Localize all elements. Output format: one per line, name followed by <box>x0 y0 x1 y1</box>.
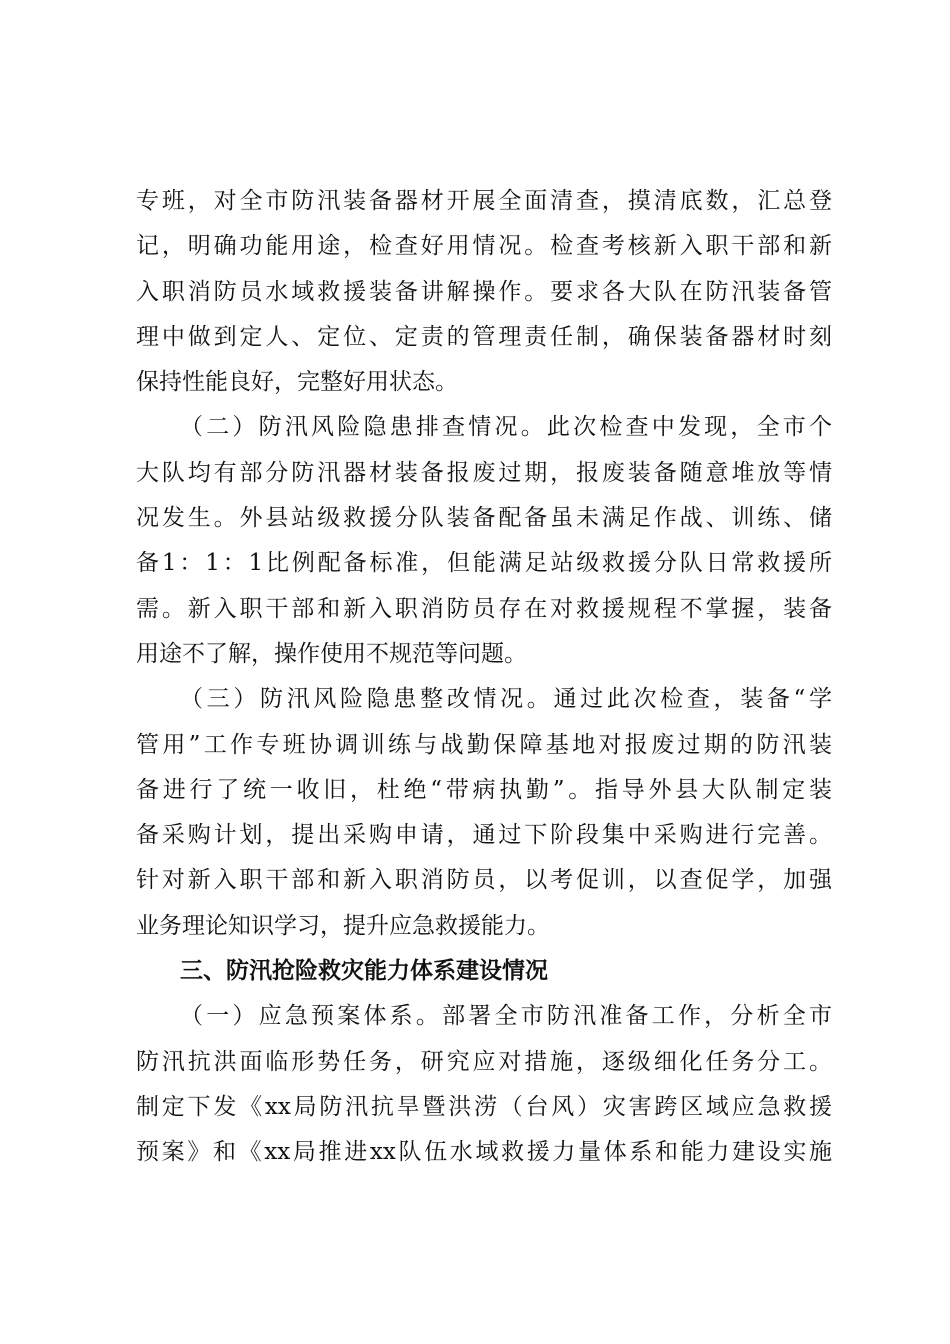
text-line: 备进行了统一收旧，杜绝“带病执勤”。指导外县大队制定装 <box>136 776 832 803</box>
text-line: 大队均有部分防汛器材装备报废过期，报废装备随意堆放等情 <box>136 459 832 486</box>
paragraph <box>136 679 832 951</box>
text-line: 业务理论知识学习，提升应急救援能力。 <box>136 912 550 939</box>
text-line: 入职消防员水域救援装备讲解操作。要求各大队在防汛装备管 <box>136 278 832 305</box>
text-line: 记，明确功能用途，检查好用情况。检查考核新入职干部和新 <box>136 233 832 260</box>
text-line: 况发生。外县站级救援分队装备配备虽未满足作战、训练、储 <box>136 505 832 532</box>
text-line: 三、防汛抢险救灾能力体系建设情况 <box>180 957 548 985</box>
text-line: （一）应急预案体系。部署全市防汛准备工作，分析全市 <box>180 1003 832 1030</box>
text-line: 专班，对全市防汛装备器材开展全面清查，摸清底数，汇总登 <box>136 188 832 214</box>
text-line: 针对新入职干部和新入职消防员，以考促训，以查促学，加强 <box>136 867 832 894</box>
text-line: 备1：1：1比例配备标准，但能满足站级救援分队日常救援所 <box>136 550 832 577</box>
text-line: 用途不了解，操作使用不规范等问题。 <box>136 640 527 667</box>
text-line: 预案》和《xx局推进xx队伍水域救援力量体系和能力建设实施 <box>136 1139 832 1166</box>
text-line: 制定下发《xx局防汛抗旱暨洪涝（台风）灾害跨区域应急救援 <box>136 1093 832 1120</box>
text-line: 需。新入职干部和新入职消防员存在对救援规程不掌握，装备 <box>136 595 832 622</box>
text-line: 保持性能良好，完整好用状态。 <box>136 369 458 396</box>
section-heading <box>136 951 832 996</box>
paragraph <box>136 407 832 679</box>
paragraph <box>136 996 832 1177</box>
text-line: 备采购计划，提出采购申请，通过下阶段集中采购进行完善。 <box>136 822 832 849</box>
paragraph <box>136 181 832 407</box>
text-line: 管用”工作专班协调训练与战勤保障基地对报废过期的防汛装 <box>136 731 832 758</box>
text-line: （二）防汛风险隐患排查情况。此次检查中发现，全市个 <box>180 414 832 441</box>
text-line: （三）防汛风险隐患整改情况。通过此次检查，装备“学 <box>180 686 832 713</box>
document-body <box>136 181 832 1178</box>
text-line: 防汛抗洪面临形势任务，研究应对措施，逐级细化任务分工。 <box>136 1048 832 1075</box>
text-line: 理中做到定人、定位、定责的管理责任制，确保装备器材时刻 <box>136 323 832 350</box>
